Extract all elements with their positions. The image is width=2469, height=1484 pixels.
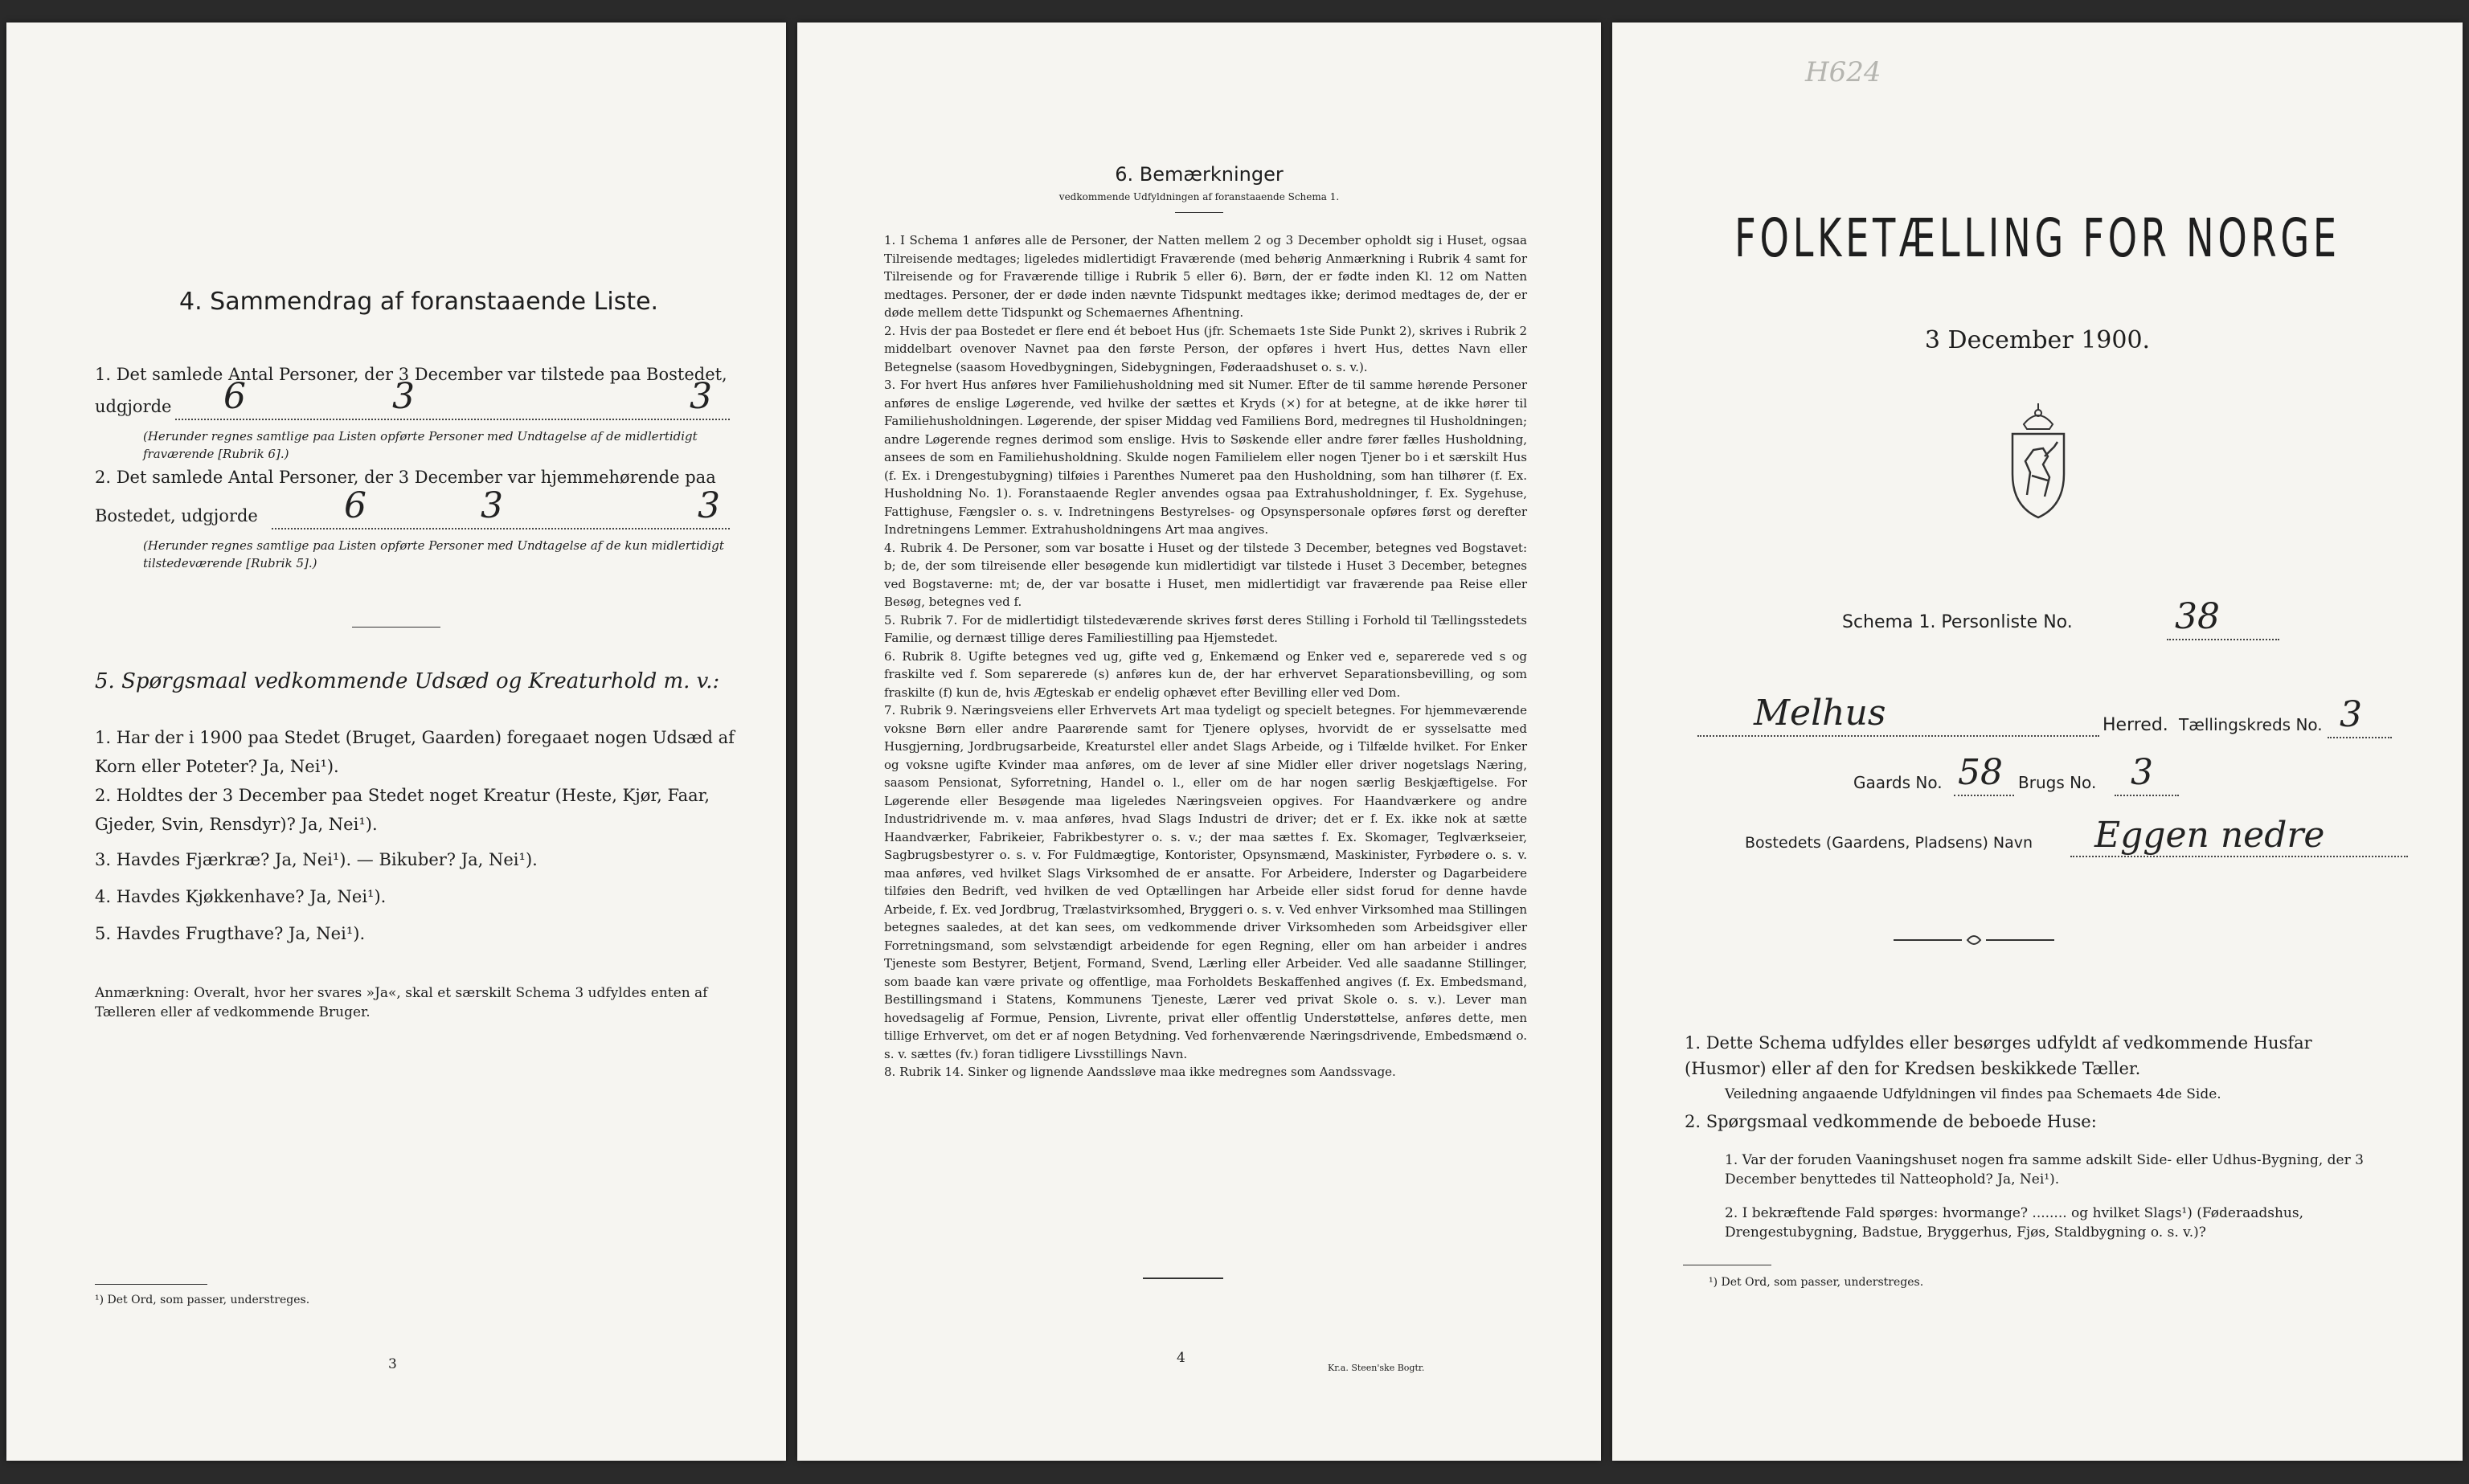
page-number: 3 [388, 1356, 397, 1372]
summary-item-1: 1. Det samlede Antal Personer, der 3 December var tilstede paa Bostedet, [95, 365, 727, 384]
handwritten-value: 6 [223, 376, 246, 417]
gaards-number: 58 [1958, 752, 2003, 793]
section-4-title: 4. Sammendrag af foranstaaende Liste. [179, 288, 659, 316]
remark-item: 2. Hvis der paa Bostedet er flere end ét beboet Hus (jfr. Schemaets 1ste Side Punkt 2), skrives i Rubrik 2 middelbart ovenover Navnet paa den første Person, der opføres i hvert Hus, dettes Navn eller Betegnelse (saasom Hovedbygningen, Sidebygningen, Føderaadshuset o. s. v.). [884, 323, 1527, 374]
footnote: ¹) Det Ord, som passer, understreges. [95, 1294, 310, 1306]
divider [352, 627, 440, 628]
form-title: FOLKETÆLLING FOR NORGE [1734, 207, 2340, 269]
brugs-label: Brugs No. [2018, 773, 2097, 792]
norwegian-coat-of-arms-icon [1998, 400, 2078, 521]
dotted-fill-line [1954, 794, 2014, 796]
dotted-fill-line [2328, 736, 2392, 738]
instruction-2: 2. Spørgsmaal vedkommende de beboede Huse: [1685, 1112, 2097, 1131]
footnote-rule [95, 1284, 207, 1285]
remark-item: 5. Rubrik 7. For de midlertidigt tilstedeværende skrives først deres Stilling i Forhold til Tællingsstedets Familie, og dernæst tillige deres Familiestilling paa Hjemstedet. [884, 612, 1527, 645]
summary-item-2-lead: Bostedet, udgjorde [95, 506, 258, 525]
question-3: 3. Havdes Fjærkræ? Ja, Nei¹). — Bikuber? Ja, Nei¹). [95, 850, 538, 869]
dotted-fill-line [2115, 794, 2179, 796]
page-number: 4 [1177, 1350, 1185, 1366]
handwritten-value: 3 [690, 376, 712, 417]
summary-item-1-lead: udgjorde [95, 397, 172, 416]
remark-item: 1. I Schema 1 anføres alle de Personer, der Natten mellem 2 og 3 December opholdt sig i Huset, ogsaa Tilreisende medtages; ligeledes midlertidigt Fraværende (med behørig Anmærkning i Rubrik 4 samt for Tilreisende og for Fraværende tillige i Rubrik 5 eller 6). Børn, der er fødte inden Kl. 12 om Natten medtages. Personer, der er døde inden nævnte Tidspunkt medtages ikke; derimod medtages de, der er døde mellem dette Tidspunkt og Schemaernes Afhentning. [884, 233, 1527, 320]
form-date: 3 December 1900. [1924, 326, 2151, 354]
instruction-1-note: Veiledning angaaende Udfyldningen vil findes paa Schemaets 4de Side. [1725, 1086, 2221, 1102]
summary-item-2: 2. Det samlede Antal Personer, der 3 December var hjemmehørende paa [95, 468, 716, 487]
herred-label: Herred. [2103, 715, 2168, 735]
divider [1143, 1278, 1223, 1279]
question-4: 4. Havdes Kjøkkenhave? Ja, Nei¹). [95, 887, 387, 906]
divider [1175, 212, 1223, 213]
instruction-2-1: 1. Var der foruden Vaaningshuset nogen fra samme adskilt Side- eller Udhus-Bygning, der 3 December benyttedes til Natteophold? Ja, Nei¹). [1725, 1152, 2364, 1188]
page-3-summary [6, 22, 786, 1461]
dotted-fill-line [1697, 734, 2099, 737]
herred-name: Melhus [1754, 693, 1886, 734]
instruction-1: 1. Dette Schema udfyldes eller besørges udfyldt af vedkommende Husfar (Husmor) eller af den for Kredsen beskikkede Tæller. [1685, 1033, 2312, 1078]
remarks-subtitle: vedkommende Udfyldningen af foranstaaende Schema 1. [1058, 191, 1340, 202]
remark-item: 3. For hvert Hus anføres hver Familiehusholdning med sit Numer. Efter de til samme hørende Personer anføres de enslige Løgerende, ved hvilke der sættes et Kryds (×) for at betegne, at de ikke hører til Familiehusholdningen. Løgerende, der spiser Middag ved Familiens Bord, medregnes til Husholdningen; andre Løgerende regnes derimod som enslige. Hvis to Søskende eller andre fører fælles Husholdning, ansees de som en Familiehusholdning. Skulde nogen Familielem eller nogen Tjener bo i et særskilt Hus (f. Ex. i Drengestubygning) tilføies i Parenthes Numeret paa den Husholdning, som han tilhører (f. Ex. Husholdning No. 1). Foranstaaende Regler anvendes ogsaa paa Extrahusholdninger, f. Ex. Sygehuse, Fattighuse, Fængsler o. s. v. Indretningens Bestyrelses- og Opsynspersonale opføres først og derefter Indretningens Lemmer. Extrahusholdningens Art maa angives. [884, 378, 1527, 537]
dotted-fill-line [175, 418, 730, 420]
remark-item: 6. Rubrik 8. Ugifte betegnes ved ug, gifte ved g, Enkemænd og Enker ved e, separerede ved s og fraskilte ved f. Som separerede (s) anføres kun de, der har erhvervet Separationsbevilling, og som fraskilte (f) kun de, hvis Ægteskab er endelig ophævet efter Bevilling eller ved Dom. [884, 648, 1527, 700]
section-5-title: 5. Spørgsmaal vedkommende Udsæd og Kreaturhold m. v.: [95, 669, 720, 693]
handwritten-value: 3 [481, 485, 503, 526]
question-1: 1. Har der i 1900 paa Stedet (Bruget, Gaarden) foregaaet nogen Udsæd af Korn eller Poteter? Ja, Nei¹). [95, 728, 735, 776]
remark-item: 7. Rubrik 9. Næringsveiens eller Erhvervets Art maa tydeligt og specielt betegnes. For hjemmeværende voksne Børn eller andre Paarørende samt for Tjenere oplyses, hvorvidt de er sysselsatte med Husgjerning, Jordbrugsarbeide, Kreaturstel eller andet Slags Arbeide, og i Tilfælde hvilket. For Enker og voksne ugifte Kvinder maa anføres, om de lever af sine Midler eller driver nogetslags Næring, saasom Pensionat, Syforretning, Handel o. l., eller om de har nogen særlig Beskjæftigelse. For Løgerende eller Besøgende maa ligeledes Næringsveien opgives. For Haandværkere og andre Industridrivende m. v. maa anføres, hvad Slags Industri de driver; det er f. Ex. ikke nok at sætte Haandværker, Fabrikeier, Fabrikbestyrer o. s. v.; der maa sættes f. Ex. Skomager, Teglværkseier, Sagbrugsbestyrer o. s. v. For Fuldmægtige, Kontorister, Opsynsmænd, Maskinister, Fyrbødere o. s. v. maa anføres, ved hvilket Slags Virksomhed de er ansatte. For Arbeidere, Inderster og Dagarbeidere tilføies den Bedrift, ved hvilken de ved Optællingen har Arbeide eller sidst forud for denne havde Arbeide, f. Ex. ved Jordbrug, Trælastvirksomhed, Bryggeri o. s. v. Ved enhver Virksomhed maa Stillingen betegnes saaledes, at det kan sees, om vedkommende driver Virksomheden som Arbeidsgiver eller Forretningsmand, som selvstændigt arbeidende for egen Regning, eller om han arbeider i andres Tjeneste som Bestyrer, Betjent, Formand, Svend, Lærling eller Arbeider. Ved alle saadanne Stillinger, som baade kan være private og offentlige, maa Forholdets Beskaffenhed angives (f. Ex. Embedsmand, Bestillingsmand i Statens, Kommunens Tjeneste, Lærer ved privat Skole o. s. v.). Lever man hovedsagelig af Formue, Pension, Livrente, privat eller offentlig Understøttelse, anføres dette, men tillige Erhvervet, om det er af nogen Betydning. Ved forhenværende Næringsdrivende, Embedsmænd o. s. v. sættes (fv.) foran tidligere Livsstillings Navn. [884, 703, 1527, 1061]
summary-item-1-note: (Herunder regnes samtlige paa Listen opførte Personer med Undtagelse af de midlertidigt fraværende [Rubrik 6].) [143, 429, 698, 461]
page-1-front [1612, 22, 2463, 1461]
ornamental-divider-icon [1894, 932, 2054, 948]
remark-item: 8. Rubrik 14. Sinker og lignende Aandssløve maa ikke medregnes som Aandssvage. [884, 1065, 1396, 1079]
handwritten-value: 3 [698, 485, 720, 526]
anmerkning-note: Anmærkning: Overalt, hvor her svares »Ja«, skal et særskilt Schema 3 udfyldes enten af Tælleren eller af vedkommende Bruger. [95, 985, 708, 1020]
handwritten-value: 6 [344, 485, 366, 526]
bosted-name: Eggen nedre [2094, 815, 2325, 856]
summary-item-2-note: (Herunder regnes samtlige paa Listen opførte Personer med Undtagelse af de kun midlertidigt tilstedeværende [Rubrik 5].) [143, 538, 724, 570]
question-2: 2. Holdtes der 3 December paa Stedet noget Kreatur (Heste, Kjør, Faar, Gjeder, Svin, Rensdyr)? Ja, Nei¹). [95, 786, 710, 834]
remarks-title: 6. Bemærkninger [1115, 163, 1284, 186]
printer-imprint: Kr.a. Steen'ske Bogtr. [1328, 1363, 1425, 1373]
instruction-2-2: 2. I bekræftende Fald spørges: hvormange? ........ og hvilket Slags¹) (Føderaadshus, Drengestubygning, Badstue, Bryggerhus, Fjøs, Staldbygning o. s. v.)? [1725, 1205, 2303, 1241]
remarks-list [884, 231, 1527, 1081]
pencil-archive-note: H624 [1805, 56, 1881, 88]
kreds-label: Tællingskreds No. [2179, 715, 2323, 734]
personliste-number: 38 [2175, 596, 2220, 637]
dotted-fill-line [272, 527, 730, 529]
footnote: ¹) Det Ord, som passer, understreges. [1709, 1276, 1924, 1289]
gaards-label: Gaards No. [1853, 773, 1943, 792]
kreds-number: 3 [2340, 694, 2362, 735]
handwritten-value: 3 [392, 376, 415, 417]
schema-label: Schema 1. Personliste No. [1842, 612, 2073, 632]
question-5: 5. Havdes Frugthave? Ja, Nei¹). [95, 924, 366, 943]
page-4-remarks [797, 22, 1601, 1461]
bosted-label: Bostedets (Gaardens, Pladsens) Navn [1745, 834, 2033, 852]
dotted-fill-line [2167, 638, 2279, 640]
brugs-number: 3 [2131, 752, 2153, 793]
remark-item: 4. Rubrik 4. De Personer, som var bosatte i Huset og der tilstede 3 December, betegnes ved Bogstavet: b; de, der som tilreisende eller besøgende kun midlertidigt var tilstede i Huset 3 December, betegnes ved Bogstaverne: mt; de, der var bosatte i Huset, men midlertidigt var fraværende paa Reise eller Besøg, betegnes ved f. [884, 540, 1527, 609]
